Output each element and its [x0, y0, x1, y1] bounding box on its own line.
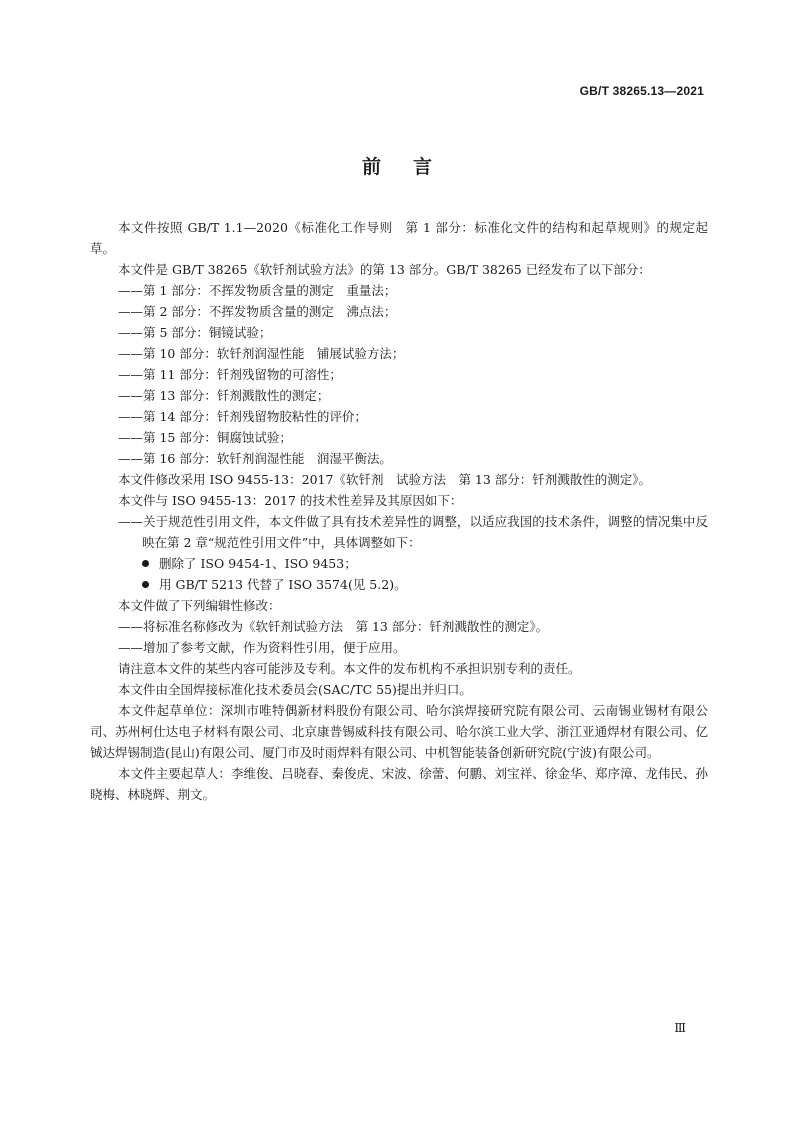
- paragraph-drafters: 本文件主要起草人：李维俊、吕晓春、秦俊虎、宋波、徐蕾、何鹏、刘宝祥、徐金华、郑序漳、龙伟民、孙晓梅、林晓辉、荆文。: [90, 766, 708, 802]
- paragraph-adoption: 本文件修改采用 ISO 9455-13：2017《软钎剂 试验方法 第 13 部分：钎剂溅散性的测定》。: [118, 472, 652, 487]
- list-item-part: ——第 1 部分：不挥发物质含量的测定 重量法；: [118, 283, 397, 298]
- paragraph-drafting-rules: 本文件按照 GB/T 1.1—2020《标准化工作导则 第 1 部分：标准化文件的结构和起草规则》的规定起草。: [90, 220, 708, 256]
- list-item-part: ——第 14 部分：钎剂残留物胶粘性的评价；: [118, 409, 367, 424]
- list-item-part: ——第 15 部分：铜腐蚀试验；: [118, 430, 292, 445]
- bullet-text: 删除了 ISO 9454-1、ISO 9453；: [159, 556, 357, 571]
- bullet-dot-icon: [142, 581, 149, 588]
- list-item-part: ——第 2 部分：不挥发物质含量的测定 沸点法；: [118, 304, 397, 319]
- page-number: Ⅲ: [674, 1021, 686, 1035]
- list-item-part: ——第 11 部分：钎剂残留物的可溶性；: [118, 367, 342, 382]
- bullet-item: [90, 574, 708, 595]
- list-item-part: ——第 16 部分：软钎剂润湿性能 润湿平衡法。: [118, 451, 392, 466]
- bullet-text: 用 GB/T 5213 代替了 ISO 3574(见 5.2)。: [159, 577, 407, 592]
- paragraph-series-intro: 本文件是 GB/T 38265《软钎剂试验方法》的第 13 部分。GB/T 38265 已经发布了以下部分：: [118, 262, 651, 277]
- paragraph-proposer: 本文件由全国焊接标准化技术委员会(SAC/TC 55)提出并归口。: [118, 682, 472, 697]
- list-item-part: ——第 13 部分：钎剂溅散性的测定；: [118, 388, 330, 403]
- list-item-edit: ——增加了参考文献，作为资料性引用，便于应用。: [118, 640, 406, 655]
- paragraph-drafting-units: 本文件起草单位：深圳市唯特偶新材料股份有限公司、哈尔滨焊接研究院有限公司、云南锡业锡材有限公司、苏州柯仕达电子材料有限公司、北京康普锡威科技有限公司、哈尔滨工业大学、浙江亚通焊材有限公司、亿铖达焊锡制造(昆山)有限公司、厦门市及时雨焊料有限公司、中机智能装备创新研究院(宁波)有限公司。: [90, 703, 708, 760]
- bullet-dot-icon: [142, 560, 149, 567]
- list-item-difference: ——关于规范性引用文件，本文件做了具有技术差异性的调整，以适应我国的技术条件，调整的情况集中反映在第 2 章“规范性引用文件”中，具体调整如下：: [118, 514, 708, 550]
- page-title: 前言: [361, 156, 464, 178]
- list-item-part: ——第 10 部分：软钎剂润湿性能 铺展试验方法；: [118, 346, 405, 361]
- paragraph-patent-notice: 请注意本文件的某些内容可能涉及专利。本文件的发布机构不承担识别专利的责任。: [118, 661, 581, 676]
- list-item-edit: ——将标准名称修改为《软钎剂试验方法 第 13 部分：钎剂溅散性的测定》。: [118, 619, 549, 634]
- document-body: [90, 217, 708, 805]
- paragraph-editorial-intro: 本文件做了下列编辑性修改：: [118, 598, 281, 613]
- bullet-item: [90, 553, 708, 574]
- list-item-part: ——第 5 部分：铜镜试验；: [118, 325, 272, 340]
- paragraph-differences-intro: 本文件与 ISO 9455-13：2017 的技术性差异及其原因如下：: [118, 493, 463, 508]
- document-number: GB/T 38265.13—2021: [579, 84, 704, 98]
